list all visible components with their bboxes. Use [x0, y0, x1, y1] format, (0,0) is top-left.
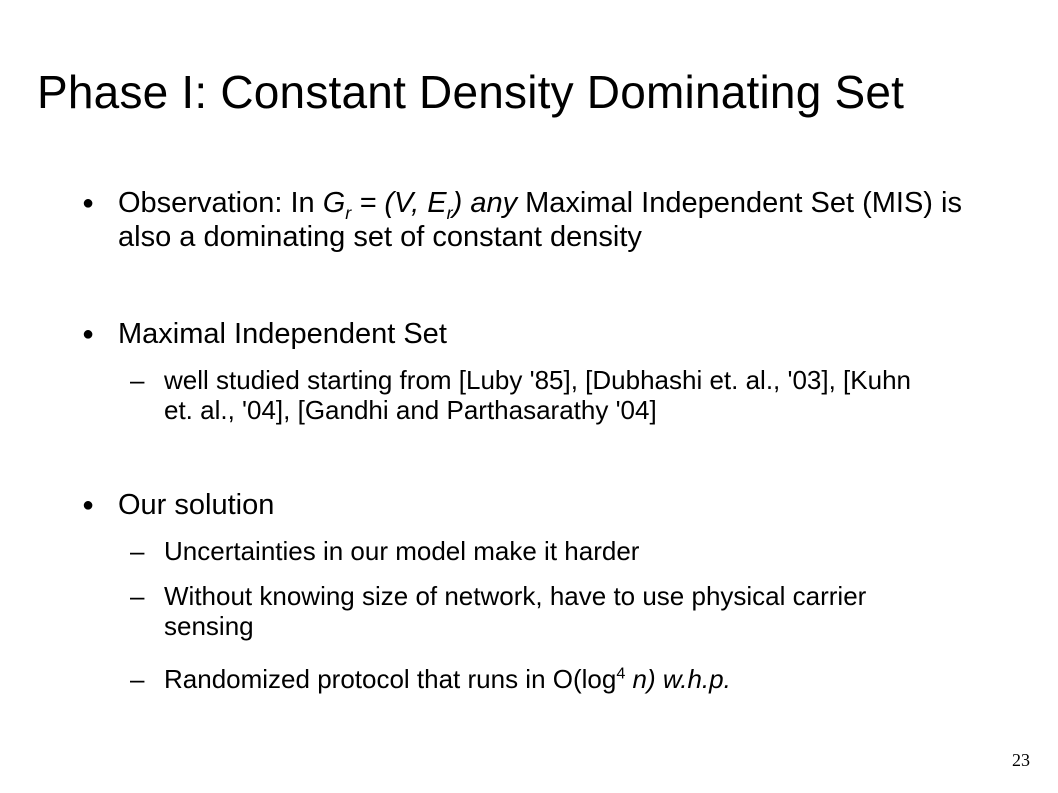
- bullet-mis-text: Maximal Independent Set: [118, 318, 447, 350]
- sub-bullet-carrier-sensing-text: Without knowing size of network, have to use physical carrier sensing: [164, 581, 867, 641]
- dash-icon: –: [130, 365, 145, 395]
- obs-close: ) any: [452, 187, 518, 219]
- bullet-observation-text: [118, 186, 982, 254]
- bullet-mis: [82, 317, 982, 351]
- log-exponent: 4: [616, 664, 626, 683]
- sub-bullet-randomized-text: [164, 664, 930, 694]
- obs-prefix: Observation: In: [118, 187, 323, 219]
- bullet-icon: ●: [82, 323, 95, 345]
- bullet-icon: ●: [82, 494, 95, 516]
- sub-bullet-literature: [130, 365, 930, 425]
- slide-title: Phase I: Constant Density Dominating Set: [37, 66, 905, 118]
- page-number: 23: [1012, 750, 1030, 770]
- randomized-suffix: n) w.h.p.: [625, 664, 731, 694]
- sub-bullet-uncertainties-text: Uncertainties in our model make it harder: [164, 536, 640, 566]
- obs-edge-subscript: r: [446, 202, 453, 223]
- sub-bullet-carrier-sensing: [130, 581, 930, 641]
- sub-bullet-randomized: [130, 664, 930, 694]
- bullet-icon: ●: [82, 192, 95, 214]
- bullet-our-solution: [82, 488, 982, 522]
- obs-rest: Maximal Independent Set (MIS) is also a dominating set of constant density: [118, 187, 962, 253]
- dash-icon: –: [130, 536, 145, 566]
- obs-equation: = (V, E: [351, 187, 447, 219]
- dash-icon: –: [130, 581, 145, 611]
- randomized-prefix: Randomized protocol that runs in O(log: [164, 664, 617, 694]
- bullet-observation: [82, 186, 982, 254]
- obs-graph-subscript: r: [345, 202, 352, 223]
- sub-bullet-uncertainties: [130, 536, 930, 566]
- bullet-our-solution-text: Our solution: [118, 489, 275, 521]
- sub-bullet-literature-text: well studied starting from [Luby '85], [Dubhashi et. al., '03], [Kuhn et. al., '04], [Gandhi and Parthasarathy '04]: [164, 365, 912, 425]
- obs-graph-symbol: G: [322, 187, 346, 219]
- dash-icon: –: [130, 664, 145, 694]
